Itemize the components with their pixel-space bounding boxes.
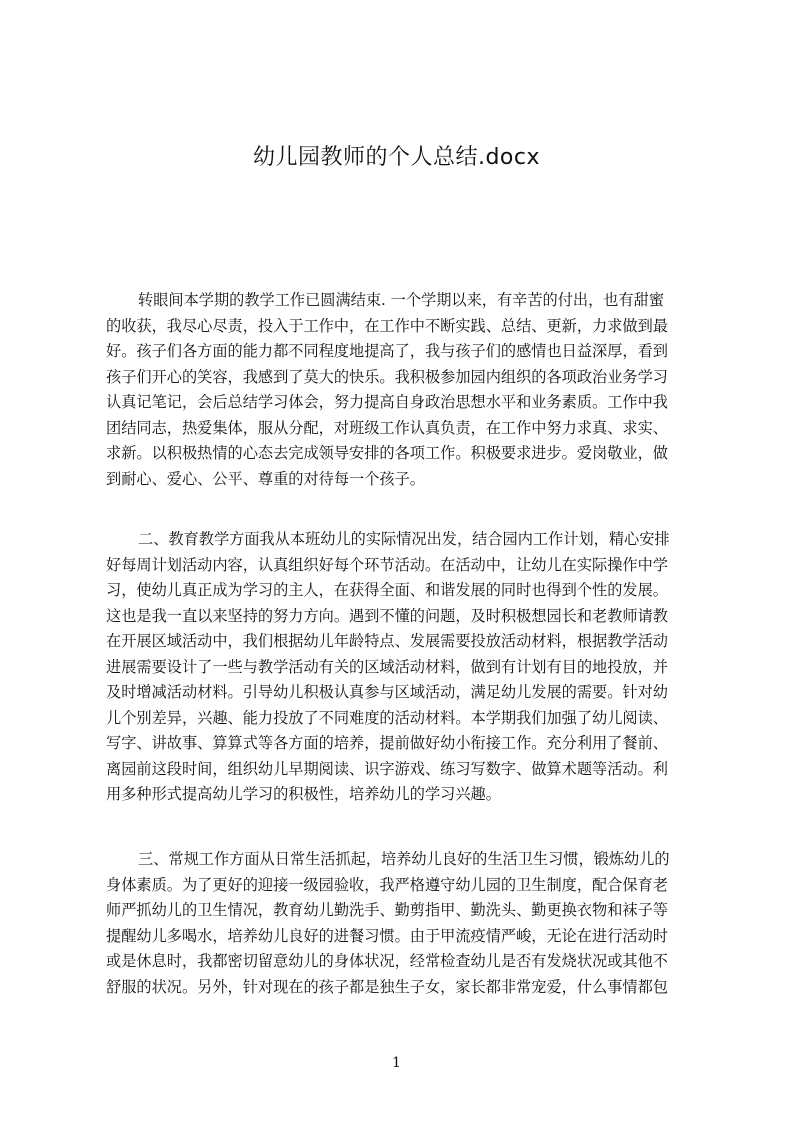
paragraph-line: 二、教育教学方面我从本班幼儿的实际情况出发，结合园内工作计划，精心安排 bbox=[138, 530, 670, 548]
paragraph-1 bbox=[106, 288, 700, 492]
paragraph-line: 这也是我一直以来坚持的努力方向。遇到不懂的问题，及时积极想园长和老教师请教 bbox=[106, 606, 668, 625]
paragraph-2 bbox=[106, 527, 700, 808]
paragraph-line: 舒服的状况。另外，针对现在的孩子都是独生子女，家长都非常宠爱，什么事情都包 bbox=[106, 977, 668, 996]
paragraph-line: 认真记笔记，会后总结学习体会，努力提高自身政治思想水平和业务素质。工作中我 bbox=[106, 393, 668, 411]
page-number: 1 bbox=[392, 1055, 401, 1071]
document-title: 幼儿园教师的个人总结.docx bbox=[252, 145, 541, 170]
paragraph-line: 用多种形式提高幼儿学习的积极性，培养幼儿的学习兴趣。 bbox=[106, 785, 501, 803]
paragraph-line: 习，使幼儿真正成为学习的主人，在获得全面、和谐发展的同时也得到个性的发展。 bbox=[106, 581, 668, 599]
paragraph-line: 好每周计划活动内容，认真组织好每个环节活动。在活动中，让幼儿在实际操作中学 bbox=[106, 555, 668, 574]
paragraph-line: 好。孩子们各方面的能力都不同程度地提高了，我与孩子们的感情也日益深厚，看到 bbox=[106, 342, 668, 360]
paragraph-line: 儿个别差异，兴趣、能力投放了不同难度的活动材料。本学期我们加强了幼儿阅读、 bbox=[106, 708, 668, 727]
paragraph-line: 团结同志，热爱集体，服从分配，对班级工作认真负责，在工作中努力求真、求实、 bbox=[106, 418, 668, 437]
paragraph-line: 身体素质。为了更好的迎接一级园验收，我严格遵守幼儿园的卫生制度，配合保育老 bbox=[106, 875, 668, 894]
paragraph-line: 或是休息时，我都密切留意幼儿的身体状况，经常检查幼儿是否有发烧状况或其他不 bbox=[106, 952, 668, 970]
paragraph-line: 提醒幼儿多喝水，培养幼儿良好的进餐习惯。由于甲流疫情严峻，无论在进行活动时 bbox=[106, 926, 668, 945]
paragraph-line: 三、常规工作方面从日常生活抓起，培养幼儿良好的生活卫生习惯，锻炼幼儿的 bbox=[138, 850, 670, 868]
paragraph-line: 孩子们开心的笑容，我感到了莫大的快乐。我积极参加园内组织的各项政治业务学习 bbox=[106, 367, 668, 386]
paragraph-3 bbox=[106, 847, 700, 1000]
paragraph-line: 到耐心、爱心、公平、尊重的对待每一个孩子。 bbox=[106, 469, 425, 488]
paragraph-line: 的收获，我尽心尽责，投入于工作中，在工作中不断实践、总结、更新，力求做到最 bbox=[106, 316, 668, 335]
paragraph-line: 转眼间本学期的教学工作已圆满结束. 一个学期以来，有辛苦的付出，也有甜蜜 bbox=[138, 291, 665, 309]
paragraph-line: 及时增减活动材料。引导幼儿积极认真参与区域活动，满足幼儿发展的需要。针对幼 bbox=[106, 683, 668, 701]
paragraph-line: 离园前这段时间，组织幼儿早期阅读、识字游戏、练习写数字、做算术题等活动。利 bbox=[106, 759, 668, 778]
paragraph-line: 进展需要设计了一些与教学活动有关的区域活动材料，做到有计划有目的地投放，并 bbox=[106, 657, 668, 676]
paragraph-line: 求新。以积极热情的心态去完成领导安排的各项工作。积极要求进步。爱岗敬业，做 bbox=[106, 444, 668, 462]
paragraph-line: 师严抓幼儿的卫生情况，教育幼儿勤洗手、勤剪指甲、勤洗头、勤更换衣物和袜子等 bbox=[106, 901, 668, 919]
paragraph-line: 写字、讲故事、算算式等各方面的培养，提前做好幼小衔接工作。充分利用了餐前、 bbox=[106, 734, 668, 752]
paragraph-line: 在开展区域活动中，我们根据幼儿年龄特点、发展需要投放活动材料，根据教学活动 bbox=[106, 632, 668, 650]
